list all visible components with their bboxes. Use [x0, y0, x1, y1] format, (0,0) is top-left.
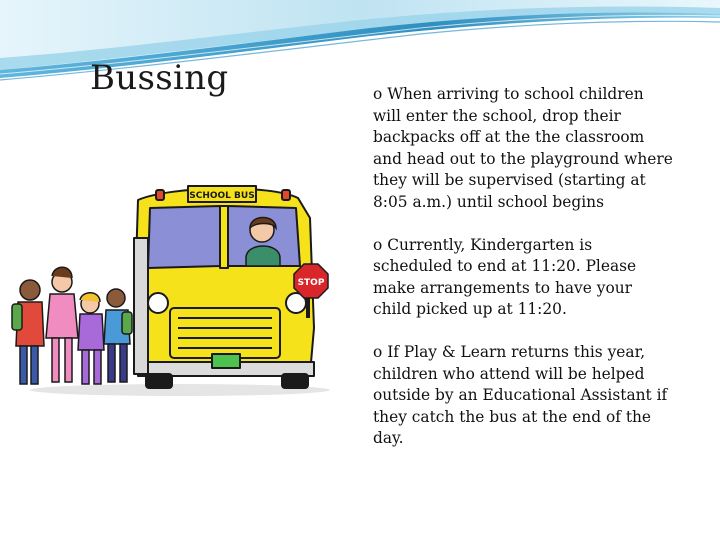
slide-title: Bussing [90, 58, 229, 98]
school-bus-illustration [10, 178, 340, 400]
bullet-text: Currently, Kindergarten is scheduled to end at 11:20. Please make arrangements to have your child picked up at 11:20. [373, 235, 637, 319]
bus-sign-text: SCHOOL BUS [189, 191, 255, 201]
bullet-item [373, 235, 673, 321]
bullet-item [373, 342, 673, 450]
bus-body [134, 186, 314, 388]
child-3 [78, 293, 104, 384]
bullet-marker: o [373, 342, 383, 361]
bullet-marker: o [373, 85, 383, 103]
child-4 [104, 289, 132, 382]
bullet-item [373, 84, 673, 214]
bullet-list [373, 84, 673, 471]
child-2 [46, 267, 78, 382]
stop-sign-text: STOP [297, 278, 325, 288]
bullet-marker: o [373, 235, 383, 254]
bullet-text: If Play & Learn returns this year, children who attend will be helped outside by an Educational Assistant if they catch the bus at the end of the day. [373, 342, 668, 448]
child-1 [12, 280, 44, 384]
children [12, 267, 132, 384]
bullet-text: When arriving to school children will enter the school, drop their backpacks off at the the classroom and head out to the playground where they will be supervised (starting at 8:05 a.m.) until school begins [373, 85, 673, 211]
